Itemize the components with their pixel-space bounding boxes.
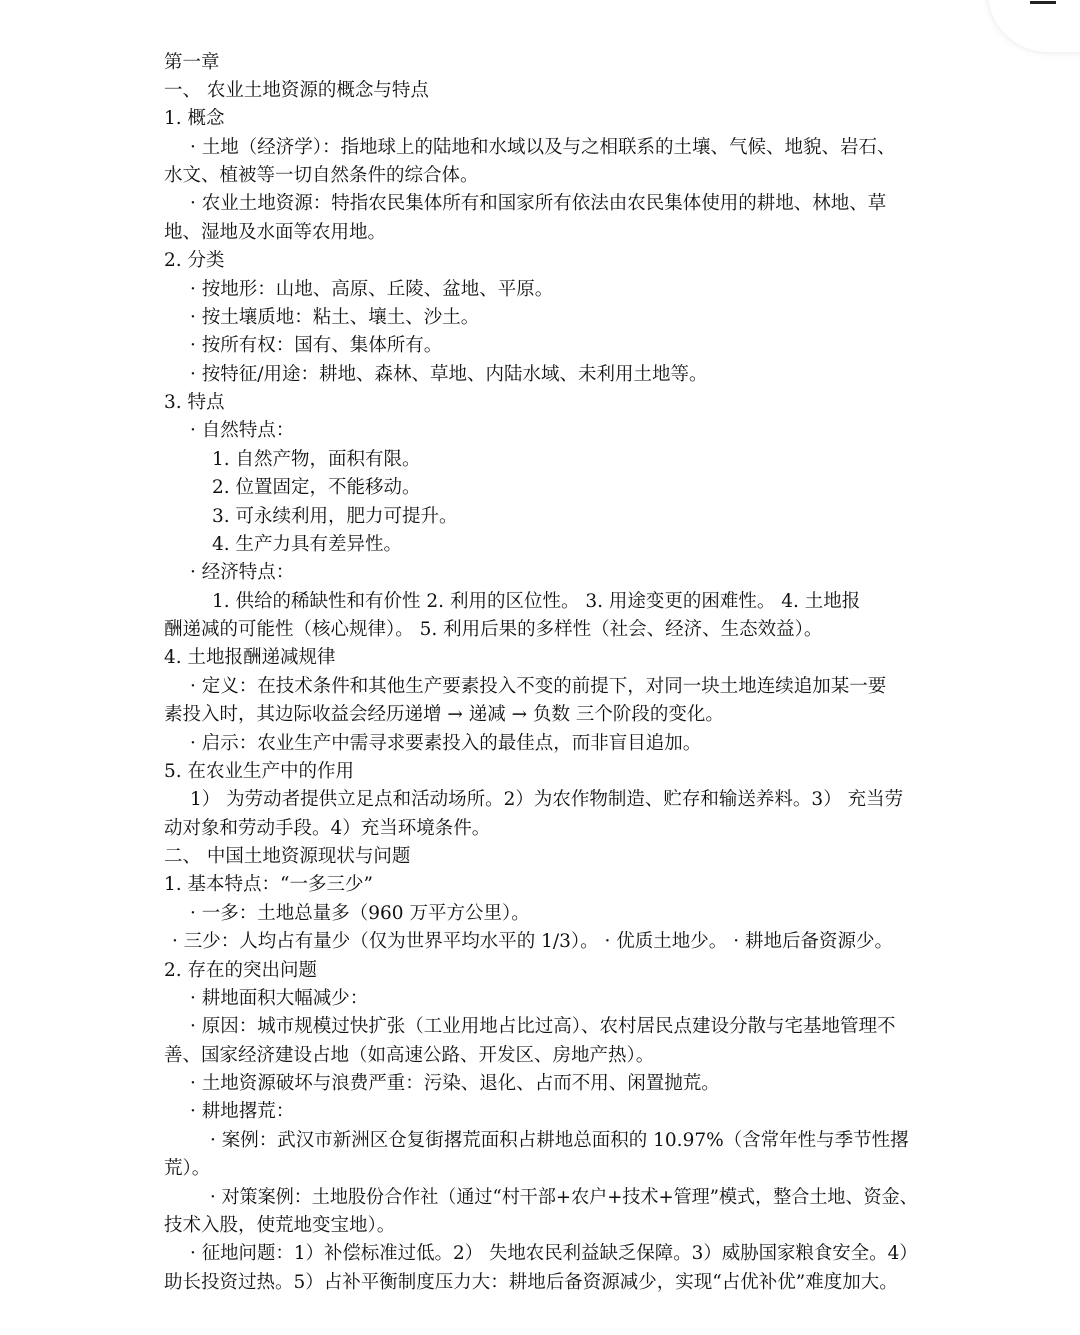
paragraph-line: 1） 为劳动者提供立足点和活动场所。2）为农作物制造、贮存和输送养料。3） 充当劳 bbox=[190, 789, 904, 810]
paragraph-line: · 原因：城市规模过快扩张（工业用地占比过高）、农村居民点建设分散与宅基地管理不 bbox=[190, 1016, 896, 1037]
paragraph-line: 动对象和劳动手段。4）充当环境条件。 bbox=[164, 818, 491, 839]
paragraph-line: · 土地（经济学）：指地球上的陆地和水域以及与之相联系的土壤、气候、地貌、岩石、 bbox=[190, 137, 896, 158]
paragraph-line: 地、湿地及水面等农用地。 bbox=[164, 222, 387, 243]
subsection-heading: 4. 土地报酬递减规律 bbox=[164, 647, 336, 668]
paragraph-line: 善、国家经济建设占地（如高速公路、开发区、房地产热）。 bbox=[164, 1045, 655, 1066]
numbered-item: 2. 位置固定，不能移动。 bbox=[212, 477, 421, 498]
list-item: · 自然特点： bbox=[190, 420, 295, 441]
paragraph-line: 酬递减的可能性（核心规律）。 5. 利用后果的多样性（社会、经济、生态效益）。 bbox=[164, 619, 823, 640]
list-item: · 按地形：山地、高原、丘陵、盆地、平原。 bbox=[190, 279, 554, 300]
paragraph-line: · 征地问题：1）补偿标准过低。2） 失地农民利益缺乏保障。3）威胁国家粮食安全。4） bbox=[190, 1243, 918, 1264]
numbered-item: 1. 自然产物，面积有限。 bbox=[212, 449, 421, 470]
subsection-heading: 5. 在农业生产中的作用 bbox=[164, 761, 355, 782]
paragraph-line: 技术入股，使荒地变宝地）。 bbox=[164, 1215, 396, 1236]
list-item: · 耕地面积大幅减少： bbox=[190, 988, 369, 1009]
list-item: · 按所有权：国有、集体所有。 bbox=[190, 335, 443, 356]
subsection-heading: 2. 存在的突出问题 bbox=[164, 960, 318, 981]
list-item: · 按土壤质地：粘土、壤土、沙土。 bbox=[190, 307, 480, 328]
paragraph-line: 1. 供给的稀缺性和有价性 2. 利用的区位性。 3. 用途变更的困难性。 4. 土地报 bbox=[212, 591, 861, 612]
subsection-heading: 1. 基本特点：“一多三少” bbox=[164, 874, 373, 895]
list-item: · 土地资源破坏与浪费严重：污染、退化、占而不用、闲置抛荒。 bbox=[190, 1073, 720, 1094]
paragraph-line: · 启示：农业生产中需寻求要素投入的最佳点，而非盲目追加。 bbox=[190, 733, 702, 754]
paragraph-line: · 案例：武汉市新洲区仓复街撂荒面积占耕地总面积的 10.97%（含常年性与季节性撂 bbox=[210, 1130, 909, 1151]
paragraph-line: · 定义：在技术条件和其他生产要素投入不变的前提下，对同一块土地连续追加某一要 bbox=[190, 676, 887, 697]
section-heading: 一、 农业土地资源的概念与特点 bbox=[164, 80, 429, 101]
paragraph-line: 水文、植被等一切自然条件的综合体。 bbox=[164, 165, 479, 186]
paragraph-line: · 农业土地资源：特指农民集体所有和国家所有依法由农民集体使用的耕地、林地、草 bbox=[190, 193, 887, 214]
paragraph-line: · 对策案例：土地股份合作社（通过“村干部+农户+技术+管理”模式，整合土地、资金、 bbox=[210, 1187, 918, 1208]
paragraph-line: 素投入时，其边际收益会经历递增 → 递减 → 负数 三个阶段的变化。 bbox=[164, 704, 724, 725]
numbered-item: 4. 生产力具有差异性。 bbox=[212, 534, 403, 555]
section-heading: 二、 中国土地资源现状与问题 bbox=[164, 846, 411, 867]
chapter-title: 第一章 bbox=[164, 52, 220, 73]
subsection-heading: 2. 分类 bbox=[164, 250, 225, 271]
subsection-heading: 3. 特点 bbox=[164, 392, 225, 413]
list-item: · 三少：人均占有量少（仅为世界平均水平的 1/3）。 · 优质土地少。 · 耕地后备资源少。 bbox=[172, 931, 893, 952]
list-item: · 耕地撂荒： bbox=[190, 1101, 295, 1122]
paragraph-line: 助长投资过热。5）占补平衡制度压力大：耕地后备资源减少，实现“占优补优”难度加大。 bbox=[164, 1272, 898, 1293]
paragraph-line: 荒）。 bbox=[164, 1158, 211, 1179]
numbered-item: 3. 可永续利用，肥力可提升。 bbox=[212, 506, 458, 527]
list-item: · 按特征/用途：耕地、森林、草地、内陆水域、未利用土地等。 bbox=[190, 364, 708, 385]
list-item: · 经济特点： bbox=[190, 562, 295, 583]
subsection-heading: 1. 概念 bbox=[164, 108, 225, 129]
list-item: · 一多：土地总量多（960 万平方公里）。 bbox=[190, 903, 530, 924]
